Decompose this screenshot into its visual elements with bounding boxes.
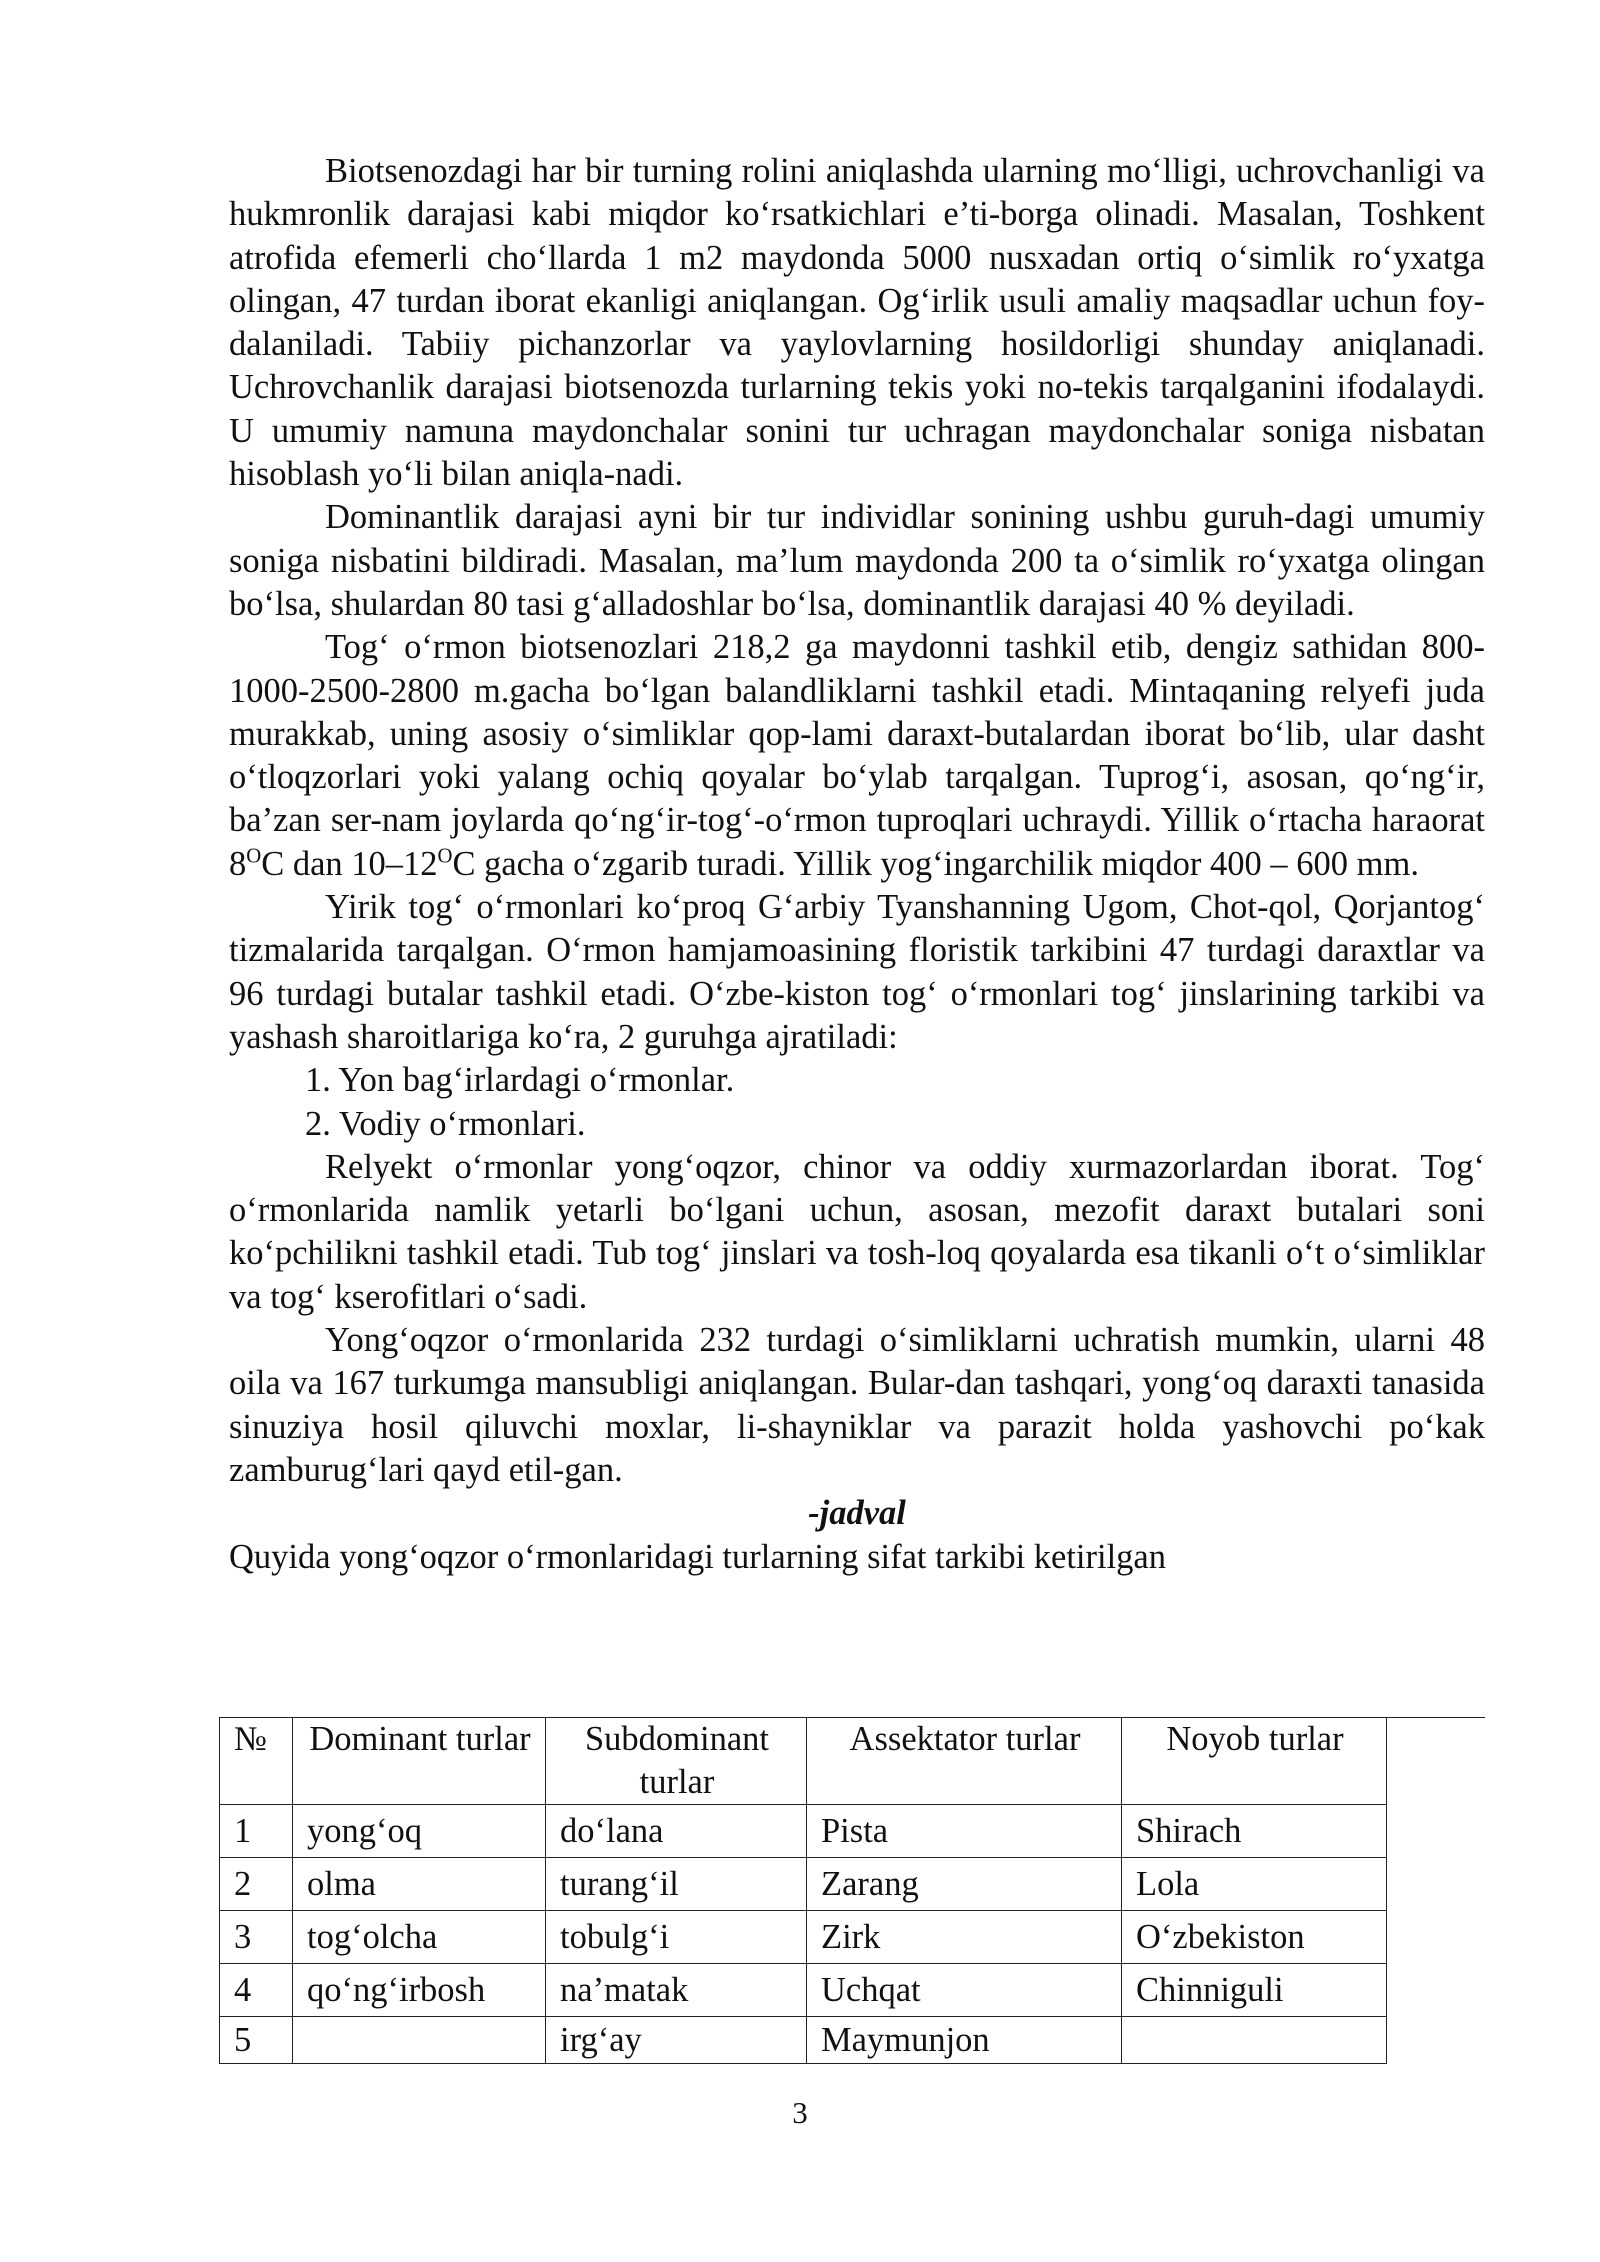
paragraph: Dominantlik darajasi ayni bir tur individlar sonining ushbu guruh-dagi umumiy soniga nisbatini bildiradi. Masalan, ma’lum maydonda 200 ta o‘simlik ro‘yxatga olingan bo‘lsa, shulardan 80 tasi g‘alladoshlar bo‘lsa, dominantlik darajasi 40 % deyiladi. xyxy=(229,498,1485,623)
table-cell: Pista xyxy=(807,1805,1122,1858)
paragraph: Yirik tog‘ o‘rmonlari ko‘proq G‘arbiy Tyanshanning Ugom, Chot-qol, Qorjantog‘ tizmalarida tarqalgan. O‘rmon hamjamoasining floristik tarkibini 47 turdagi daraxtlar va 96 turdagi butalar tashkil etadi. O‘zbe-kiston tog‘ o‘rmonlari tog‘ jinslarining tarkibi va yashash sharoitlariga ko‘ra, 2 guruhga ajratiladi: xyxy=(229,888,1485,1056)
table-row xyxy=(220,1858,1387,1911)
table-cell: olma xyxy=(293,1858,546,1911)
table-cell xyxy=(293,2017,546,2064)
table-cell: do‘lana xyxy=(546,1805,807,1858)
table-cell: 4 xyxy=(220,1964,293,2017)
list-item: 2. Vodiy o‘rmonlari. xyxy=(305,1104,586,1143)
table-cell: qo‘ng‘irbosh xyxy=(293,1964,546,2017)
species-table xyxy=(219,1717,1387,2064)
table-row xyxy=(220,1964,1387,2017)
table-cell: irg‘ay xyxy=(546,2017,807,2064)
table-cell: Chinniguli xyxy=(1122,1964,1387,2017)
table-cell: Lola xyxy=(1122,1858,1387,1911)
table-cell: tog‘olcha xyxy=(293,1911,546,1964)
table-cell: Zirk xyxy=(807,1911,1122,1964)
table-cell: yong‘oq xyxy=(293,1805,546,1858)
table-cell: 1 xyxy=(220,1805,293,1858)
table-cell xyxy=(1122,2017,1387,2064)
table-row xyxy=(220,2017,1387,2064)
list-item: 1. Yon bag‘irlardagi o‘rmonlar. xyxy=(305,1061,735,1100)
superscript-degree: O xyxy=(246,845,262,868)
superscript-degree: O xyxy=(437,845,453,868)
paragraph: Yong‘oqzor o‘rmonlarida 232 turdagi o‘simliklarni uchratish mumkin, ularni 48 oila va 167 turkumga mansubligi aniqlangan. Bular-dan tashqari, yong‘oq daraxti tanasida sinuziya hosil qiluvchi moxlar, li-shayniklar va parazit holda yashovchi po‘kak zamburug‘lari qayd etil-gan. xyxy=(229,1321,1485,1489)
table-row xyxy=(220,1911,1387,1964)
header-cell-rare: Noyob turlar xyxy=(1122,1718,1387,1805)
table-cell: turang‘il xyxy=(546,1858,807,1911)
table-cell: Maymunjon xyxy=(807,2017,1122,2064)
table-cell: 5 xyxy=(220,2017,293,2064)
table-cell: tobulg‘i xyxy=(546,1911,807,1964)
table-cell: O‘zbekiston xyxy=(1122,1911,1387,1964)
header-cell-dominant: Dominant turlar xyxy=(293,1718,546,1805)
table-caption: Quyida yong‘oqzor o‘rmonlaridagi turlarning sifat tarkibi ketirilgan xyxy=(229,1537,1166,1576)
header-cell-number: № xyxy=(220,1718,293,1805)
header-cell-subdominant: Subdominant turlar xyxy=(546,1718,807,1805)
page-number: 3 xyxy=(792,2095,808,2130)
table-row xyxy=(220,1805,1387,1858)
table-cell: 3 xyxy=(220,1911,293,1964)
header-cell-assektator: Assektator turlar xyxy=(807,1718,1122,1805)
table-cell: Uchqat xyxy=(807,1964,1122,2017)
document-body xyxy=(229,150,1485,1579)
paragraph: Relyekt o‘rmonlar yong‘oqzor, chinor va oddiy xurmazorlardan iborat. Tog‘ o‘rmonlarida namlik yetarli bo‘lgani uchun, asosan, mezofit daraxt butalari soni ko‘pchilikni tashkil etadi. Tub tog‘ jinslari va tosh-loq qoyalarda esa tikanli o‘t o‘simliklar va tog‘ kserofitlari o‘sadi. xyxy=(229,1147,1485,1316)
paragraph: Biotsenozdagi har bir turning rolini aniqlashda ularning mo‘lligi, uchrovchanligi va hukmronlik darajasi kabi miqdor ko‘rsatkichlari e’ti-borga olinadi. Masalan, Toshkent atrofida efemerli cho‘llarda 1 m2 maydonda 5000 nusxadan ortiq o‘simlik ro‘yxatga olingan, 47 turdan iborat ekanligi aniqlangan. Og‘irlik usuli amaliy maqsadlar uchun foy-dalaniladi. Tabiiy pichanzorlar va yaylovlarning hosildorligi shunday aniqlanadi. Uchrovchanlik darajasi biotsenozda turlarning tekis yoki no-tekis tarqalganini ifodalaydi. U umumiy namuna maydonchalar sonini tur uchragan maydonchalar soniga nisbatan hisoblash yo‘li bilan aniqla-nadi. xyxy=(229,152,1485,494)
table-cell: Zarang xyxy=(807,1858,1122,1911)
table-cell: na’matak xyxy=(546,1964,807,2017)
table-cell: Shirach xyxy=(1122,1805,1387,1858)
table-header-row xyxy=(220,1718,1387,1805)
paragraph: Tog‘ o‘rmon biotsenozlari 218,2 ga maydonni tashkil etib, dengiz sathidan 800-1000-2500-2800 m.gacha bo‘lgan balandliklarni tashkil etadi. Mintaqaning relyefi juda murakkab, uning asosiy o‘simliklar qop-lami daraxt-butalardan iborat bo‘lib, ular dasht o‘tloqzorlari yoki yalang ochiq qoyalar bo‘ylab tarqalgan. Tuprog‘i, asosan, qo‘ng‘ir, ba’zan ser-nam joylarda qo‘ng‘ir-tog‘-o‘rmon tuproqlari uchraydi. Yillik o‘rtacha haraorat $8^OC$ dan $10-12^OC$ gacha o‘zgarib turadi. Yillik yog‘ingarchilik miqdor 400 – 600 mm. xyxy=(229,628,1485,883)
table-cell: 2 xyxy=(220,1858,293,1911)
table-caption-number: -jadval xyxy=(808,1494,906,1533)
